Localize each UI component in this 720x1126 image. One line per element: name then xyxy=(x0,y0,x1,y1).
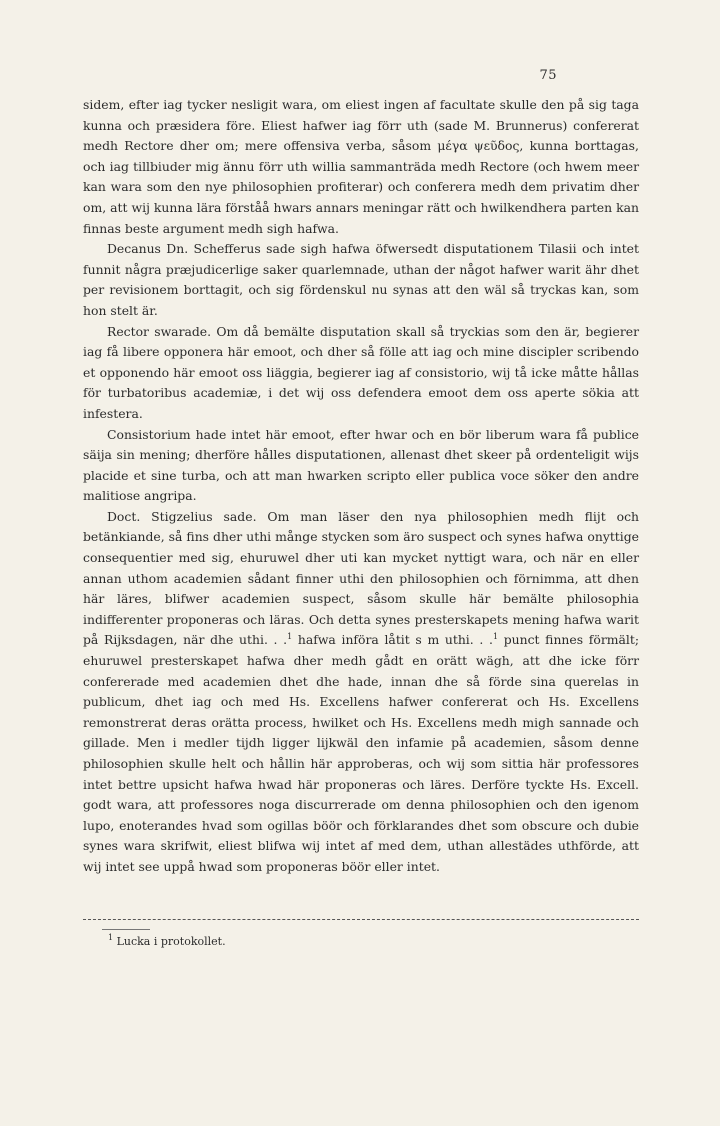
paragraph xyxy=(83,507,639,878)
footnote xyxy=(108,935,226,949)
paragraph: Decanus Dn. Schefferus sade sigh hafwa öfwersedt disputationem Tilasii och intet funnit några præjudicerlige saker quarlemnade, uthan der något hafwer warit ähr dhet per revisionem borttagit, och sig fördenskul nu synas att den wäl så tryckas kan, som hon stelt är. xyxy=(83,241,639,318)
footnote-marker: 1 xyxy=(108,933,114,942)
paragraph-text: punct finnes förmält; ehuruwel presterskapet hafwa dher medh gådt en orätt wägh, att dhe icke förr confererade med academien dhet dhe hade, innan dhe så förde sina querelas in publicum, dhet iag och med Hs. Excellens hafwer confererat och Hs. Excellens remonstrerat deras orätta process, hwilket och Hs. Excellens medh migh sannade och gillade. Men i medler tijdh ligger lijkwäl den infamie på academien, såsom denne philosophien skulle helt och hållin här approberas, och wij som sittia här professores intet bettre upsicht hafwa hwad här proponeras och läres. Derföre tyckte Hs. Excell. godt wara, att professores noga discurrerade om denna philosophien och den igenom lupo, enoterandes hvad som ogillas böör och förklarandes dhet som obscure och dubie synes wara skrifwit, eliest blifwa wij intet af med dem, uthan allestädes uthförde, att wij intet see uppå hwad som proponeras böör eller intet. xyxy=(83,632,639,874)
page-number: 75 xyxy=(539,68,557,83)
footnote-divider xyxy=(102,929,150,930)
paragraph: sidem, efter iag tycker nesligit wara, om eliest ingen af facultate skulle den på sig taga kunna och præsidera före. Eliest hafwer iag förr uth (sade M. Brunnerus) confererat medh Rectore dher om; mere offensiva verba, såsom μέγα ψεῦδος, kunna borttagas, och iag tillbiuder mig ännu förr uth willia sammanträda medh Rectore (och hwem meer kan wara som den nye philosophien profiterar) och conferera medh dem privatim dher om, att wij kunna lära förståå hwars annars meningar rätt och hwilkendhera parten kan finnas beste argument medh sigh hafwa. xyxy=(83,97,639,236)
body-text xyxy=(83,95,639,878)
footnote-text: Lucka i protokollet. xyxy=(116,935,226,948)
paragraph: Consistorium hade intet här emoot, efter hwar och en bör liberum wara få publice säija sin mening; dherföre hålles disputationen, allenast dhet skeer på ordenteligit wijs placide et sine turba, och att man hwarken scripto eller publica voce söker den andre malitiose angripa. xyxy=(83,426,639,504)
footnote-reference[interactable]: 1 xyxy=(287,632,293,642)
paragraph: Rector swarade. Om då bemälte disputation skall så tryckias som den är, begierer iag få libere opponera här emoot, och dher så fölle att iag och mine discipler scribendo et opponendo här emoot oss liäggia, begierer iag af consistorio, wij tå icke måtte hållas för turbatoribus academiæ, i det wij oss defendera emoot dem oss aperte sökia att infestera. xyxy=(83,323,639,421)
paragraph-text: Doct. Stigzelius sade. Om man läser den nya philosophien medh flijt och betänkiande, så fins dher uthi månge stycken som äro suspect och synes hafwa onyttige consequentier med sig, ehuruwel dher uti kan mycket nyttigt wara, och när en eller annan uthom academien sådant finner uthi den philosophien och förnimma, att dhen här läres, blifwer academien suspect, såsom skulle här bemälte philosophia indifferenter proponeras och läras. Och detta synes presterskapets mening hafwa warit på Rijksdagen, när dhe uthi. . . xyxy=(83,508,639,648)
paragraph-text: hafwa införa låtit s m uthi. . . xyxy=(292,632,493,648)
gap-marker-line xyxy=(83,919,639,920)
footnote-reference[interactable]: 1 xyxy=(492,632,499,642)
